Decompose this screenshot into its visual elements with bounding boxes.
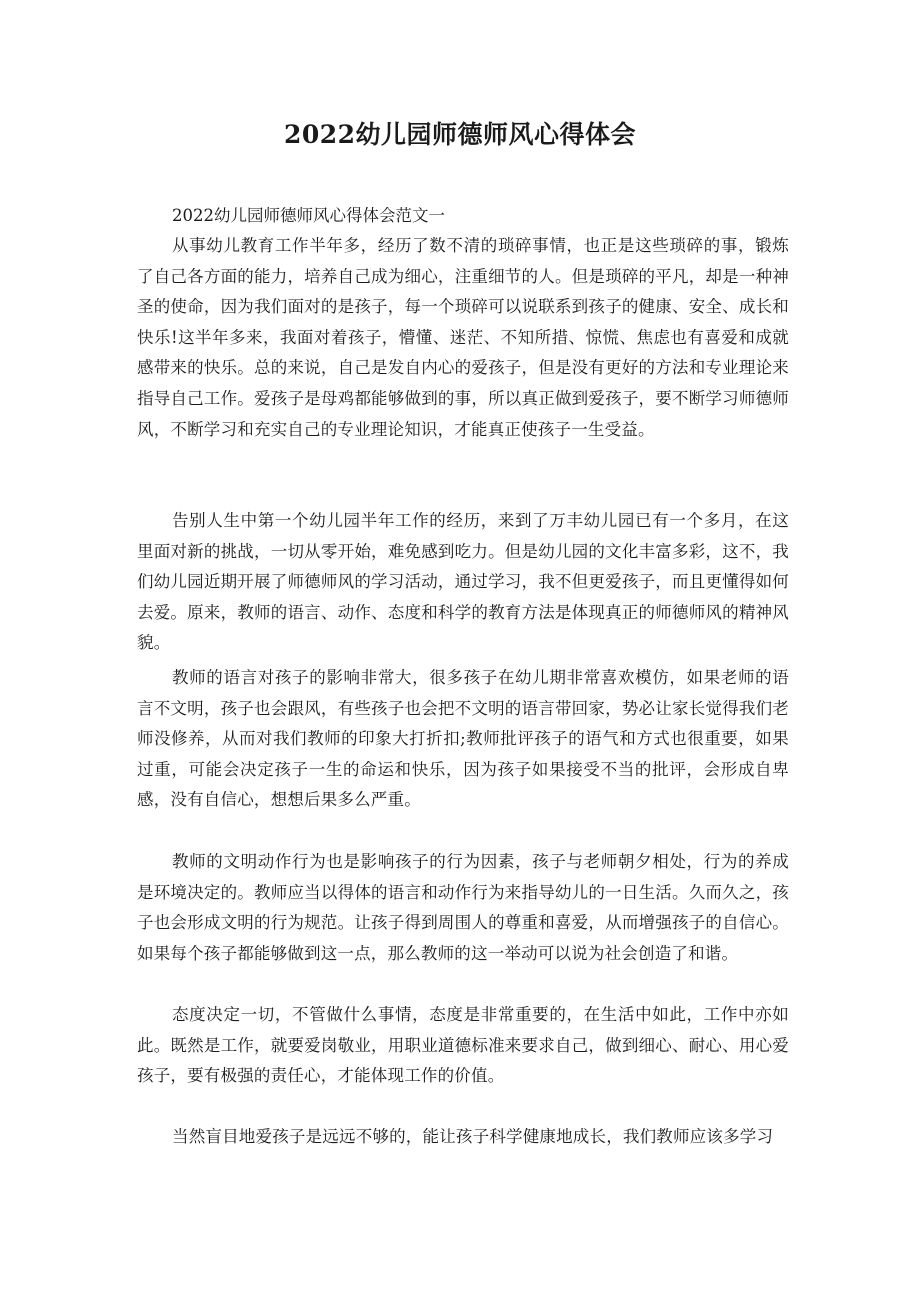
paragraph-5: 态度决定一切，不管做什么事情，态度是非常重要的，在生活中如此，工作中亦如此。既然是工作，就要爱岗敬业，用职业道德标准来要求自己，做到细心、耐心、用心爱孩子，要有极强的责任心，才能体现工作的价值。 xyxy=(137,1005,789,1086)
paragraph-6: 当然盲目地爱孩子是远远不够的，能让孩子科学健康地成长，我们教师应该多学习 xyxy=(172,1127,774,1146)
paragraph-1: 从事幼儿教育工作半年多，经历了数不清的琐碎事情，也正是这些琐碎的事，锻炼了自己各方面的能力，培养自己成为细心，注重细节的人。但是琐碎的平凡，却是一种神圣的使命，因为我们面对的是孩子，每一个琐碎可以说联系到孩子的健康、安全、成长和快乐!这半年多来，我面对着孩子，懵懂、迷茫、不知所措、惊慌、焦虑也有喜爱和成就感带来的快乐。总的来说，自己是发自内心的爱孩子，但是没有更好的方法和专业理论来指导自己工作。爱孩子是母鸡都能够做到的事，所以真正做到爱孩子，要不断学习师德师风，不断学习和充实自己的专业理论知识，才能真正使孩子一生受益。 xyxy=(137,236,789,439)
document-title: 2022幼儿园师德师风心得体会 xyxy=(283,120,637,149)
paragraph-2: 告别人生中第一个幼儿园半年工作的经历，来到了万丰幼儿园已有一个多月，在这里面对新的挑战，一切从零开始，难免感到吃力。但是幼儿园的文化丰富多彩，这不，我们幼儿园近期开展了师德师风的学习活动，通过学习，我不但更爱孩子，而且更懂得如何去爱。原来，教师的语言、动作、态度和科学的教育方法是体现真正的师德师风的精神风貌。 xyxy=(137,511,789,653)
paragraph-3: 教师的语言对孩子的影响非常大，很多孩子在幼儿期非常喜欢模仿，如果老师的语言不文明，孩子也会跟风，有些孩子也会把不文明的语言带回家，势必让家长觉得我们老师没修养，从而对我们教师的印象大打折扣;教师批评孩子的语气和方式也很重要，如果过重，可能会决定孩子一生的命运和快乐，因为孩子如果接受不当的批评，会形成自卑感，没有自信心，想想后果多么严重。 xyxy=(137,668,789,810)
document-subtitle: 2022幼儿园师德师风心得体会范文一 xyxy=(172,206,445,225)
paragraph-4: 教师的文明动作行为也是影响孩子的行为因素，孩子与老师朝夕相处，行为的养成是环境决定的。教师应当以得体的语言和动作行为来指导幼儿的一日生活。久而久之，孩子也会形成文明的行为规范。让孩子得到周围人的尊重和喜爱，从而增强孩子的自信心。如果每个孩子都能够做到这一点，那么教师的这一举动可以说为社会创造了和谐。 xyxy=(137,852,789,963)
